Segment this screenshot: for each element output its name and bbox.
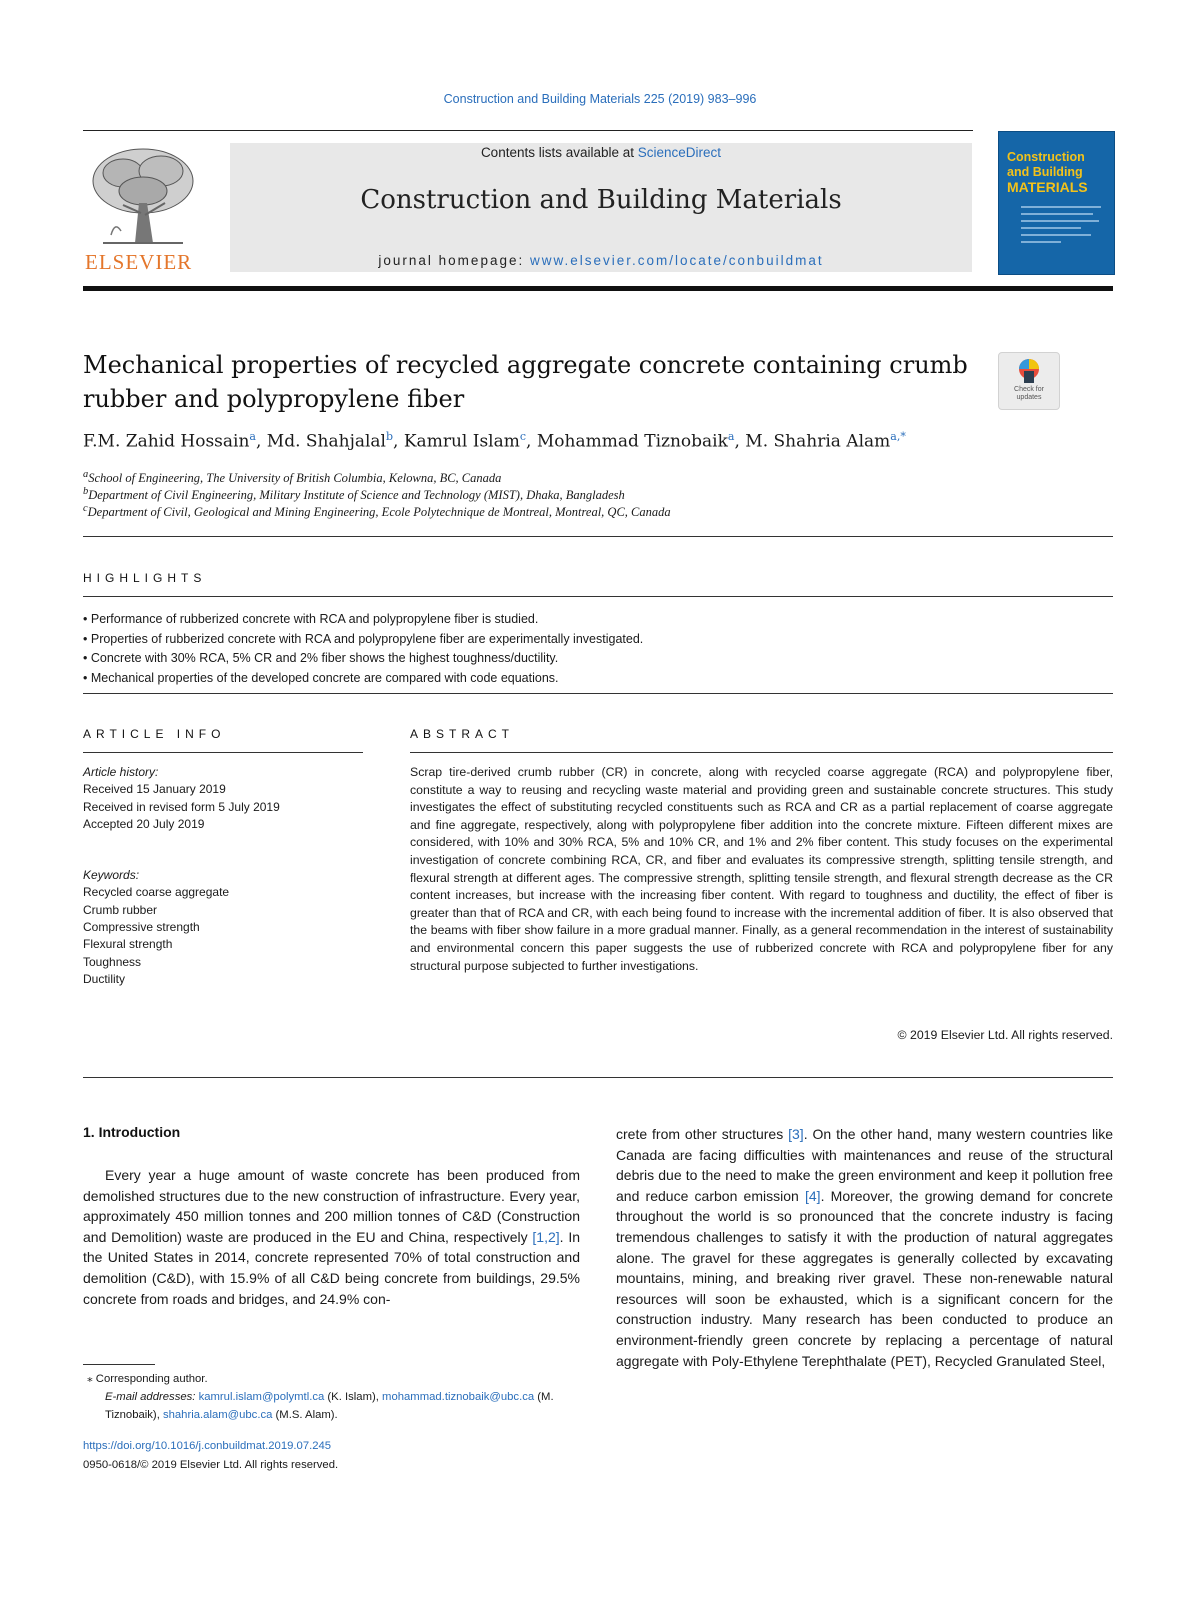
introduction-left-column bbox=[83, 1165, 580, 1309]
abstract-copyright: © 2019 Elsevier Ltd. All rights reserved. bbox=[897, 1028, 1113, 1042]
keyword: Compressive strength bbox=[83, 920, 200, 935]
header-rule-thick bbox=[83, 286, 1113, 291]
contents-prefix: Contents lists available at bbox=[480, 145, 638, 160]
homepage-prefix: journal homepage: bbox=[378, 253, 530, 268]
affiliation-sup: b bbox=[83, 486, 89, 497]
affiliation-b bbox=[83, 486, 1113, 503]
cover-title-line2: and Building bbox=[1007, 165, 1083, 179]
highlight-text: Performance of rubberized concrete with RCA and polypropylene fiber is studied. bbox=[90, 612, 539, 626]
author-name: Md. Shahjalal bbox=[266, 431, 386, 452]
author-name: Mohammad Tiznobaik bbox=[536, 431, 728, 452]
journal-cover-thumbnail[interactable] bbox=[998, 131, 1115, 275]
author-affiliation-marker[interactable]: c bbox=[519, 430, 527, 443]
highlight-text: Properties of rubberized concrete with RCA and polypropylene fiber are experimentally investigated. bbox=[90, 631, 644, 646]
doi-link[interactable]: https://doi.org/10.1016/j.conbuildmat.2019.07.245 bbox=[83, 1440, 332, 1452]
crossmark-label-line1: Check for bbox=[1014, 386, 1044, 393]
cover-title bbox=[1007, 150, 1111, 195]
keyword: Toughness bbox=[83, 954, 142, 969]
history-label: Article history: bbox=[83, 765, 159, 779]
affiliation-sup: a bbox=[83, 469, 89, 480]
accepted-date: Accepted 20 July 2019 bbox=[83, 816, 205, 831]
keyword: Crumb rubber bbox=[83, 902, 158, 917]
revised-date: Received in revised form 5 July 2019 bbox=[83, 799, 280, 814]
received-date: Received 15 January 2019 bbox=[83, 782, 226, 797]
keywords-label: Keywords: bbox=[83, 868, 140, 883]
affiliation-text: School of Engineering, The University of British Columbia, Kelowna, BC, Canada bbox=[88, 471, 502, 486]
citation-link[interactable]: [3] bbox=[788, 1126, 804, 1142]
check-for-updates-badge[interactable] bbox=[998, 352, 1060, 410]
abstract-heading: ABSTRACT bbox=[410, 727, 515, 741]
cover-title-line3: MATERIALS bbox=[1007, 179, 1088, 195]
author-list: F.M. Zahid Hossain$^a$, Md. Shahjalal$^b$, Kamrul Islam$^c$, Mohammad Tiznobaik$^a$, M. Shahria Alam$^{a,*}$ bbox=[83, 430, 906, 452]
article-title-line1: Mechanical properties of recycled aggregate concrete containing crumb bbox=[83, 351, 968, 379]
journal-title: Construction and Building Materials bbox=[360, 185, 842, 215]
spacer bbox=[83, 833, 363, 867]
elsevier-wordmark: ELSEVIER bbox=[85, 250, 193, 274]
divider bbox=[83, 1077, 1113, 1078]
footnote-rule bbox=[83, 1364, 155, 1365]
email-link[interactable]: mohammad.tiznobaik@ubc.ca bbox=[382, 1391, 535, 1403]
list-item: • Mechanical properties of the developed concrete are compared with code equations. bbox=[83, 670, 559, 685]
journal-homepage bbox=[230, 253, 972, 268]
header-rule-thin bbox=[83, 130, 973, 131]
body-text: crete from other structures bbox=[616, 1126, 789, 1142]
email-owner: (K. Islam), bbox=[324, 1391, 383, 1403]
divider bbox=[83, 752, 363, 753]
author-affiliation-marker[interactable]: b bbox=[386, 430, 394, 443]
affiliation-sup: c bbox=[83, 503, 88, 514]
contents-availability bbox=[230, 145, 972, 160]
article-title-line2: rubber and polypropylene fiber bbox=[83, 385, 465, 413]
article-info bbox=[83, 764, 363, 988]
elsevier-tree-icon bbox=[83, 143, 203, 253]
citation-link[interactable]: [4] bbox=[805, 1187, 821, 1204]
keyword: Flexural strength bbox=[83, 937, 173, 952]
journal-masthead bbox=[230, 143, 972, 272]
divider bbox=[83, 693, 1113, 694]
divider bbox=[83, 596, 1113, 597]
body-text: . In the United States in 2014, concrete represented 70% of total construction and demolition (C&D), with 15.9% of all C&D being concrete from buildings, 29.5% concrete from roads and bridges, and 24.9% con- bbox=[83, 1228, 580, 1307]
list-item: • Performance of rubberized concrete with RCA and polypropylene fiber is studied. bbox=[83, 612, 539, 626]
abstract-text: Scrap tire-derived crumb rubber (CR) in concrete, along with recycled coarse aggregate (RCA) and polypropylene fiber, constitute a way to reusing and recycling waste material and providing green and sustainable concrete structures. This study investigates the effect of substituting recycled constituents such as RCA and CR as a partial replacement of coarse aggregate and fine aggregate, respectively, along with polypropylene fiber addition into the concrete mixture. Fifteen different mixes are considered, with 10% and 30% RCA, 5% and 10% CR, and 1% and 2% fiber content. This study focuses on the experimental investigation of concrete combining RCA, CR, and fiber and evaluates its compressive strength, splitting tensile strength, and flexural strength at different ages. The compressive strength, splitting tensile strength, and flexural strength decrease as the CR content increases, but increase with the increasing fiber content. With regard to toughness and ductility, the effect of fiber is greater than that of RCA and CR, with each being found to increase with the incremental addition of fiber. It is also observed that the beams with fiber show failure in a more gradual manner. Finally, as a general recommendation in the interest of sustainability and environmental concern this paper suggests the use of rubberized concrete with RCA and polypropylene fiber for any structural purpose subjected to further investigations. bbox=[410, 765, 1113, 973]
introduction-right-column bbox=[616, 1124, 1113, 1371]
article-title bbox=[83, 348, 983, 416]
list-item: • Properties of rubberized concrete with RCA and polypropylene fiber are experimentally investigated. bbox=[83, 631, 644, 646]
author-affiliation-marker[interactable]: a bbox=[727, 430, 735, 443]
affiliation-c bbox=[83, 503, 1113, 520]
footnotes bbox=[83, 1370, 583, 1424]
issn-copyright: 0950-0618/© 2019 Elsevier Ltd. All rights reserved. bbox=[83, 1459, 339, 1471]
email-label: E-mail addresses: bbox=[105, 1391, 196, 1403]
keyword: Ductility bbox=[83, 971, 126, 986]
affiliation-a bbox=[83, 469, 1113, 486]
list-item: • Concrete with 30% RCA, 5% CR and 2% fiber shows the highest toughness/ductility. bbox=[83, 651, 559, 665]
divider bbox=[83, 536, 1113, 537]
highlight-text: Mechanical properties of the developed concrete are compared with code equations. bbox=[90, 670, 559, 685]
author-name: M. Shahria Alam bbox=[745, 431, 891, 452]
highlights-heading: HIGHLIGHTS bbox=[83, 571, 207, 585]
body-text: . On the other hand, many western countries like Canada are facing difficulties with maintenances and reuse of the structural debris due to the need to make the green environment and keep it pollution free and reduce carbon emission bbox=[616, 1126, 1113, 1204]
cover-title-line1: Construction bbox=[1007, 150, 1085, 164]
article-info-heading: ARTICLE INFO bbox=[83, 727, 226, 741]
citation-link[interactable]: [1,2] bbox=[532, 1228, 560, 1245]
body-text: Every year a huge amount of waste concrete has been produced from demolished structures due to the new construction of infrastructure. Every year, approximately 450 million tonnes and 200 million tonnes of C&D (Construction and Demolition) waste are produced in the EU and China, respectively bbox=[83, 1167, 580, 1245]
email-link[interactable]: shahria.alam@ubc.ca bbox=[162, 1409, 273, 1421]
section-heading-introduction: 1. Introduction bbox=[83, 1124, 181, 1140]
author-name: F.M. Zahid Hossain bbox=[83, 431, 250, 452]
affiliation-text: Department of Civil, Geological and Mining Engineering, Ecole Polytechnique de Montreal, Montreal, QC, Canada bbox=[87, 505, 671, 520]
author-name: Kamrul Islam bbox=[403, 431, 520, 452]
crossmark-label-line2: updates bbox=[1016, 394, 1042, 401]
affiliation-text: Department of Civil Engineering, Military Institute of Science and Technology (MIST), Dhaka, Bangladesh bbox=[88, 488, 625, 503]
homepage-link[interactable]: www.elsevier.com/locate/conbuildmat bbox=[529, 253, 824, 268]
divider bbox=[410, 752, 1113, 753]
body-text: . Moreover, the growing demand for concrete throughout the world is so pronounced that the concrete industry is facing tremendous challenges to satisfy it with the production of natural aggregates alone. The gravel for these aggregates is generally collected by excavating mountains, mining, and breaking river gravel. These non-renewable natural resources will soon be exhausted, which is a significant concern for the construction industry. Many research has been conducted to produce an environment-friendly green concrete by replacing a percentage of natural aggregate with Poly-Ethylene Terephthalate (PET), Recycled Granulated Steel, bbox=[616, 1187, 1113, 1369]
email-owner: (M. Tiznobaik), bbox=[105, 1391, 554, 1421]
email-owner: (M.S. Alam). bbox=[272, 1409, 338, 1421]
highlight-text: Concrete with 30% RCA, 5% CR and 2% fiber shows the highest toughness/ductility. bbox=[90, 651, 559, 665]
corresponding-note: ⁎ Corresponding author. bbox=[87, 1373, 208, 1385]
highlights-list bbox=[83, 610, 1113, 688]
crossmark-label bbox=[999, 386, 1059, 402]
cover-decoration bbox=[1021, 206, 1101, 248]
running-head-citation[interactable]: Construction and Building Materials 225 (2019) 983–996 bbox=[443, 92, 757, 106]
author-affiliation-marker[interactable]: a,* bbox=[890, 430, 906, 443]
corresponding-text: Corresponding author. bbox=[95, 1373, 208, 1385]
sciencedirect-link[interactable]: ScienceDirect bbox=[637, 145, 722, 160]
crossmark-icon bbox=[1018, 358, 1040, 384]
author-affiliation-marker[interactable]: a bbox=[249, 430, 256, 443]
keyword: Recycled coarse aggregate bbox=[83, 885, 230, 900]
email-link[interactable]: kamrul.islam@polymtl.ca bbox=[198, 1391, 325, 1403]
email-note bbox=[83, 1388, 583, 1424]
